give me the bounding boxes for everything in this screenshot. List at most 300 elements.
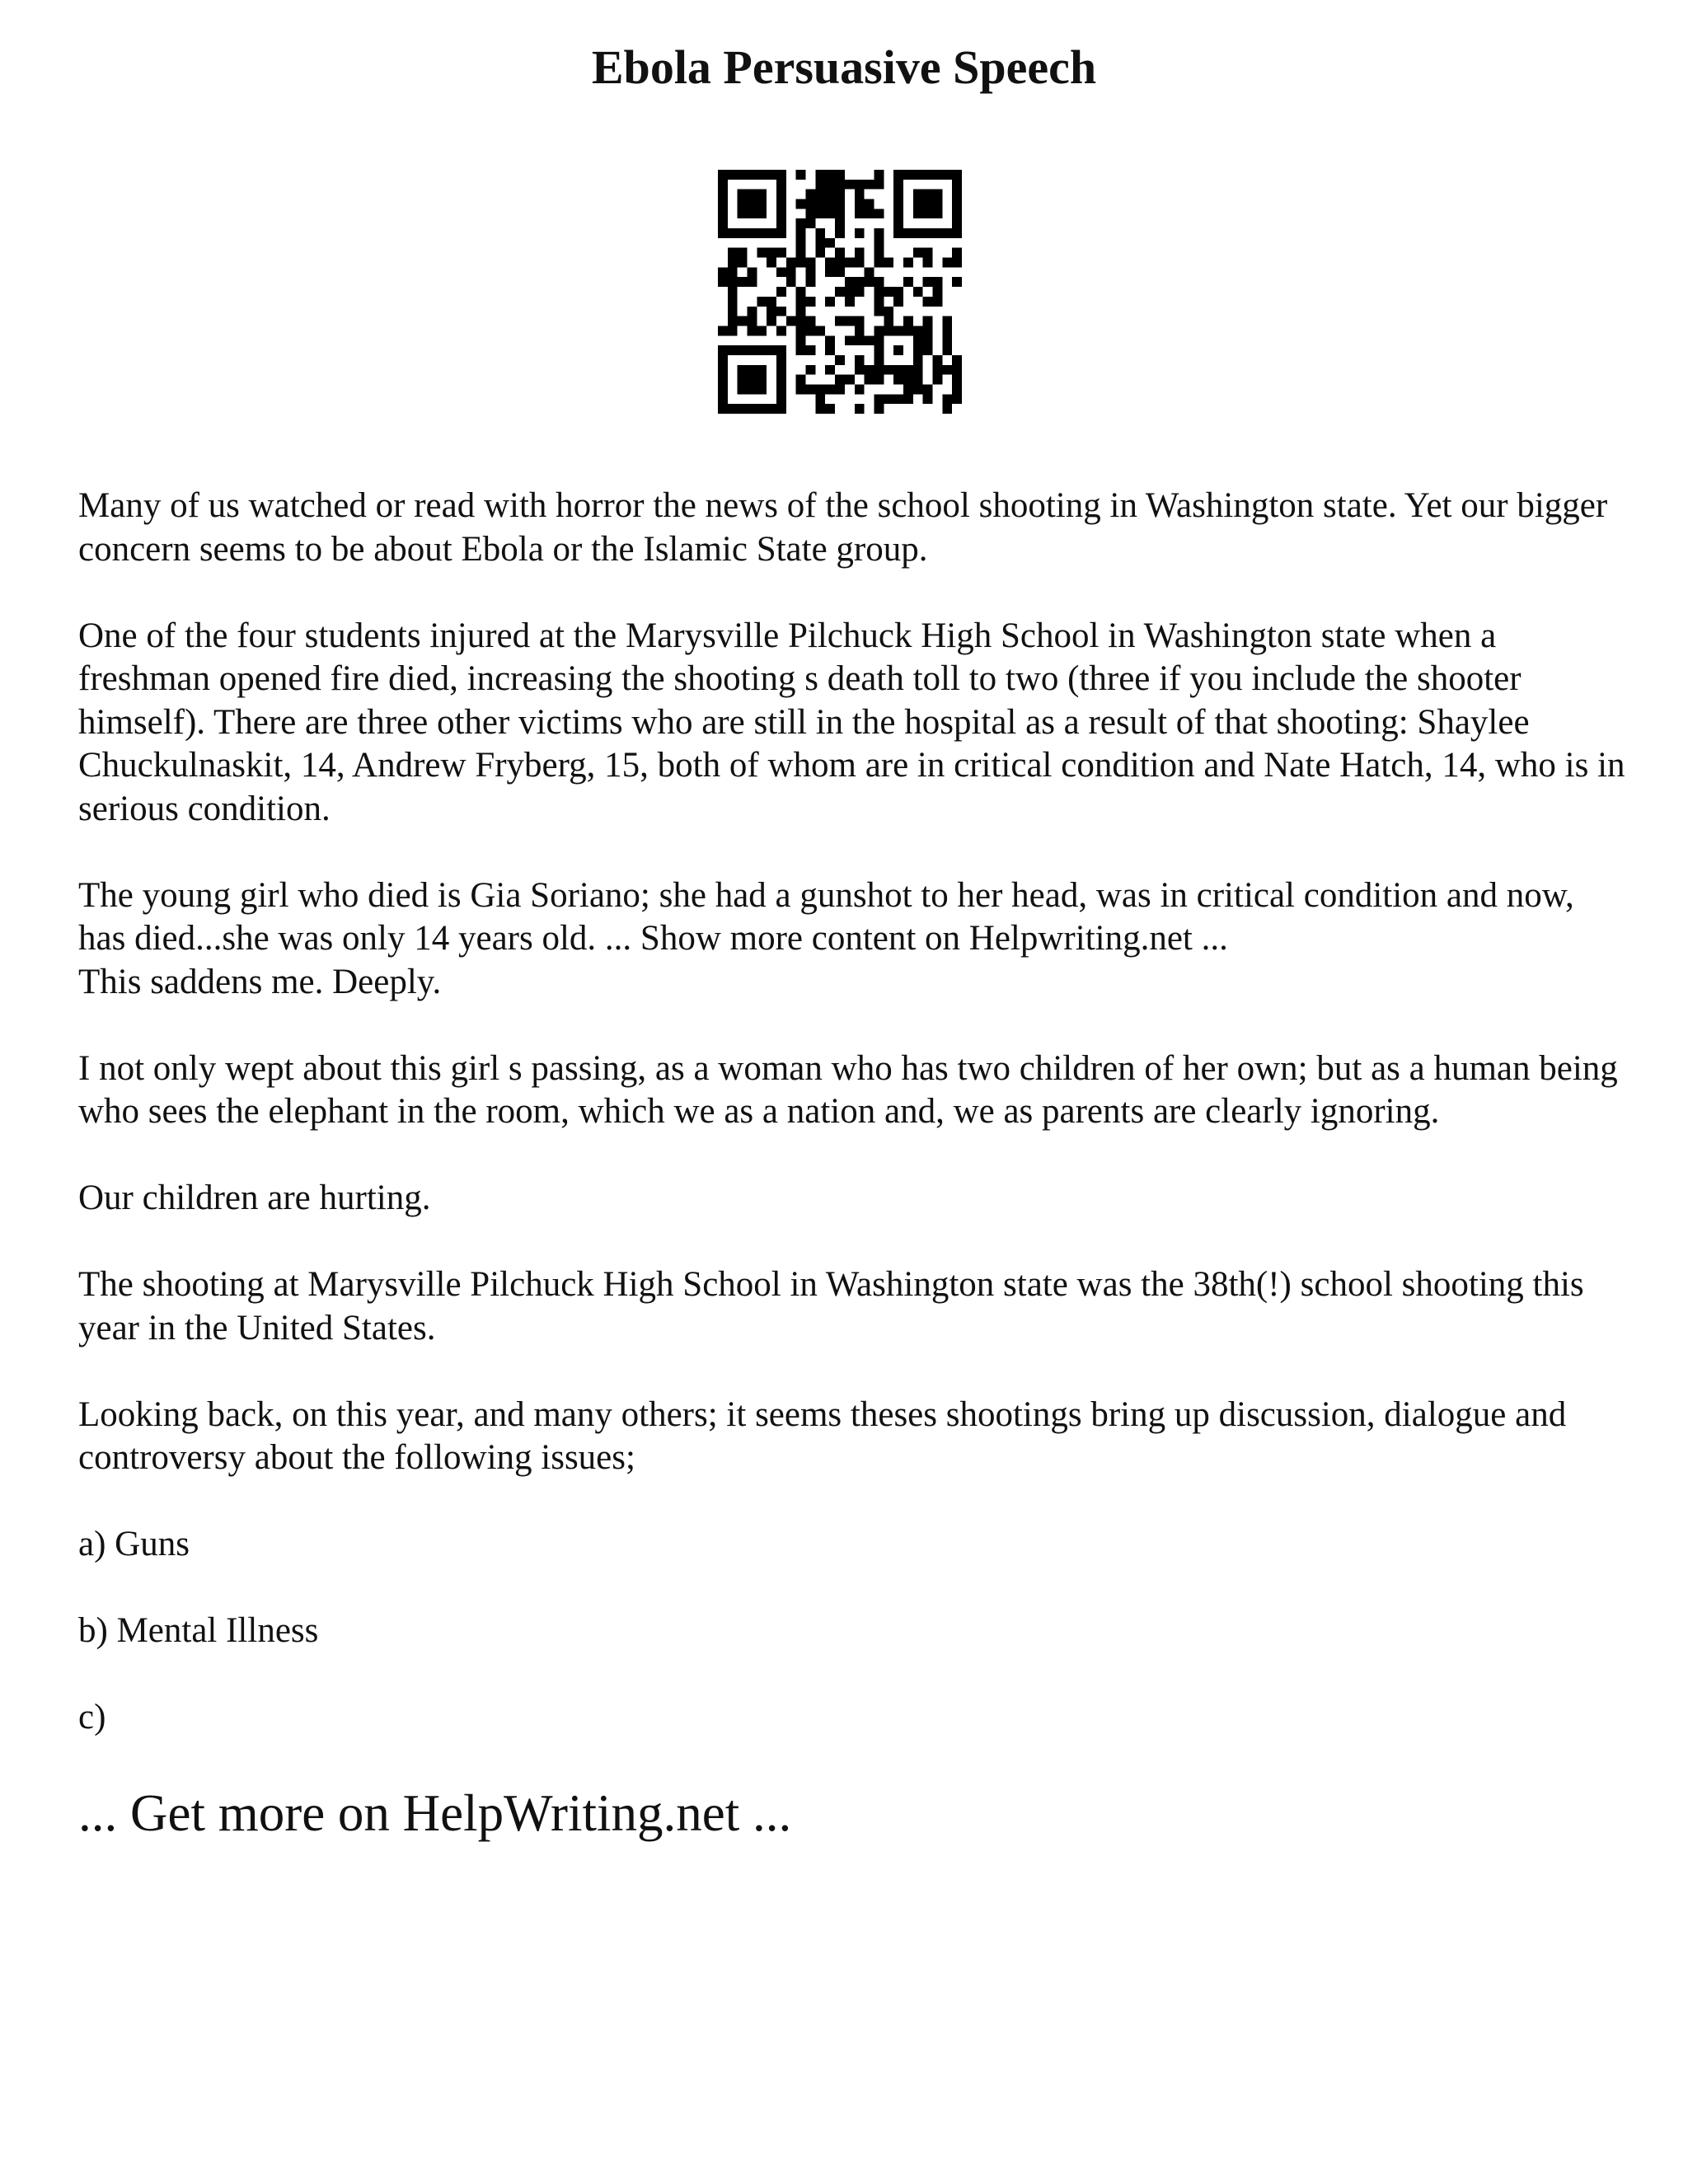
qr-module <box>893 180 903 190</box>
qr-module <box>776 326 786 335</box>
qr-module <box>796 199 806 209</box>
qr-module <box>728 326 738 335</box>
qr-module <box>748 375 757 385</box>
qr-module <box>923 258 933 268</box>
qr-module <box>893 218 903 228</box>
qr-module <box>893 375 903 385</box>
paragraph-gia-soriano: The young girl who died is Gia Soriano; she had a gunshot to her head, was in critical condition and now, has died...she was only 14 years old. ... Show more content on Helpwriting.net ... <box>78 875 1574 958</box>
qr-code-icon <box>718 170 962 414</box>
qr-module <box>903 316 913 326</box>
qr-module <box>855 199 865 209</box>
qr-module <box>874 297 884 307</box>
qr-module <box>806 199 816 209</box>
qr-module <box>952 180 962 190</box>
qr-module <box>825 180 835 190</box>
qr-module <box>796 287 806 297</box>
qr-module <box>884 326 893 335</box>
qr-module <box>865 267 874 277</box>
qr-module <box>796 307 806 316</box>
qr-module <box>738 316 748 326</box>
qr-module <box>815 190 825 199</box>
paragraph-wept: I not only wept about this girl s passing, as a woman who has two children of her own; but as a human being who sees the elephant in the room, which we as a nation and, we as parents are clearly ignoring. <box>78 1048 1618 1131</box>
qr-module <box>855 355 865 365</box>
qr-module <box>932 287 942 297</box>
qr-module <box>728 248 738 258</box>
qr-module <box>776 355 786 365</box>
qr-module <box>835 170 845 180</box>
qr-module <box>884 258 893 268</box>
qr-module <box>776 190 786 199</box>
qr-module <box>776 248 786 258</box>
qr-module <box>757 190 767 199</box>
qr-module <box>893 297 903 307</box>
qr-module <box>874 404 884 414</box>
qr-module <box>942 394 952 404</box>
qr-module <box>806 345 816 355</box>
qr-module <box>825 190 835 199</box>
qr-module <box>748 384 757 394</box>
qr-module <box>776 404 786 414</box>
qr-module <box>913 355 923 365</box>
qr-module <box>932 190 942 199</box>
qr-module <box>718 199 728 209</box>
qr-module <box>952 365 962 375</box>
qr-module <box>903 394 913 404</box>
qr-module <box>748 190 757 199</box>
qr-module <box>825 267 835 277</box>
qr-module <box>738 199 748 209</box>
qr-module <box>757 384 767 394</box>
qr-module <box>738 384 748 394</box>
qr-module <box>903 228 913 238</box>
qr-module <box>855 365 865 375</box>
qr-module <box>796 248 806 258</box>
qr-module <box>796 297 806 307</box>
qr-module <box>952 394 962 404</box>
paragraph-intro: Many of us watched or read with horror the news of the school shooting in Washington state. Yet our bigger concern seems to be about Ebola or the Islamic State group. <box>78 486 1608 569</box>
qr-module <box>923 277 933 287</box>
qr-module <box>845 335 855 345</box>
qr-module <box>952 209 962 218</box>
qr-module <box>738 375 748 385</box>
qr-module <box>718 326 728 335</box>
qr-module <box>757 170 767 180</box>
qr-module <box>932 375 942 385</box>
qr-module <box>874 307 884 316</box>
qr-module <box>718 375 728 385</box>
qr-module <box>796 335 806 345</box>
qr-module <box>884 365 893 375</box>
qr-module <box>738 190 748 199</box>
qr-module <box>942 345 952 355</box>
qr-module <box>815 228 825 238</box>
qr-module <box>767 404 776 414</box>
qr-module <box>776 345 786 355</box>
qr-module <box>718 267 728 277</box>
qr-module <box>825 238 835 248</box>
qr-module <box>952 228 962 238</box>
qr-module <box>796 218 806 228</box>
qr-module <box>913 248 923 258</box>
qr-module <box>718 228 728 238</box>
qr-module <box>748 228 757 238</box>
qr-module <box>855 384 865 394</box>
qr-module <box>796 326 806 335</box>
page-title: Ebola Persuasive Speech <box>591 40 1097 94</box>
qr-module <box>718 209 728 218</box>
qr-module <box>913 375 923 385</box>
qr-module <box>738 170 748 180</box>
qr-module <box>776 218 786 228</box>
qr-module <box>845 258 855 268</box>
list-item-c: c) <box>78 1698 106 1736</box>
list-item-mental-illness: b) Mental Illness <box>78 1611 319 1650</box>
qr-module <box>923 248 933 258</box>
qr-module <box>865 180 874 190</box>
qr-module <box>796 170 806 180</box>
qr-module <box>748 170 757 180</box>
qr-module <box>835 267 845 277</box>
qr-module <box>718 404 728 414</box>
qr-module <box>825 384 835 394</box>
qr-module <box>952 375 962 385</box>
qr-module <box>835 248 845 258</box>
qr-module <box>728 297 738 307</box>
qr-module <box>952 355 962 365</box>
qr-module <box>806 297 816 307</box>
qr-module <box>815 394 825 404</box>
qr-module <box>786 258 796 268</box>
qr-module <box>932 297 942 307</box>
qr-module <box>796 375 806 385</box>
qr-module <box>884 287 893 297</box>
qr-module <box>923 297 933 307</box>
qr-module <box>728 307 738 316</box>
qr-module <box>757 345 767 355</box>
qr-module <box>776 384 786 394</box>
qr-module <box>767 316 776 326</box>
qr-module <box>835 316 845 326</box>
qr-module <box>718 384 728 394</box>
qr-module <box>865 209 874 218</box>
qr-module <box>923 335 933 345</box>
qr-module <box>776 267 786 277</box>
qr-module <box>874 287 884 297</box>
qr-module <box>776 170 786 180</box>
qr-module <box>952 218 962 228</box>
qr-module <box>786 277 796 287</box>
qr-module <box>952 258 962 268</box>
qr-module <box>835 209 845 218</box>
qr-module <box>757 404 767 414</box>
qr-module <box>865 365 874 375</box>
qr-module <box>825 170 835 180</box>
qr-module <box>884 316 893 326</box>
qr-module <box>748 365 757 375</box>
qr-module <box>757 297 767 307</box>
qr-module <box>932 355 942 365</box>
qr-module <box>718 345 728 355</box>
qr-module <box>776 365 786 375</box>
qr-module <box>796 238 806 248</box>
qr-module <box>874 375 884 385</box>
qr-module <box>923 190 933 199</box>
qr-module <box>903 384 913 394</box>
qr-module <box>865 199 874 209</box>
qr-module <box>913 335 923 345</box>
qr-module <box>728 345 738 355</box>
qr-module <box>942 326 952 335</box>
qr-module <box>893 228 903 238</box>
qr-module <box>767 345 776 355</box>
paragraph-saddens: This saddens me. Deeply. <box>78 962 442 1001</box>
qr-module <box>874 238 884 248</box>
qr-module <box>757 365 767 375</box>
qr-module <box>806 258 816 268</box>
paragraph-children-hurting: Our children are hurting. <box>78 1179 431 1217</box>
qr-module <box>874 355 884 365</box>
qr-module <box>923 170 933 180</box>
qr-module <box>845 297 855 307</box>
qr-module <box>874 394 884 404</box>
qr-module <box>796 384 806 394</box>
qr-module <box>874 277 884 287</box>
qr-module <box>913 228 923 238</box>
qr-module <box>942 258 952 268</box>
qr-module <box>932 170 942 180</box>
qr-module <box>718 218 728 228</box>
qr-module <box>874 345 884 355</box>
qr-module <box>815 248 825 258</box>
qr-module <box>748 277 757 287</box>
qr-module <box>718 365 728 375</box>
qr-module <box>942 170 952 180</box>
qr-module <box>825 335 835 345</box>
qr-module <box>855 228 865 238</box>
qr-module <box>835 228 845 238</box>
qr-module <box>728 228 738 238</box>
qr-module <box>748 267 757 277</box>
qr-module <box>923 384 933 394</box>
qr-module <box>942 335 952 345</box>
qr-module <box>815 209 825 218</box>
qr-module <box>767 170 776 180</box>
qr-module <box>776 199 786 209</box>
qr-module <box>932 209 942 218</box>
qr-module <box>835 190 845 199</box>
qr-module <box>942 228 952 238</box>
qr-module <box>748 316 757 326</box>
qr-module <box>728 316 738 326</box>
qr-module <box>776 209 786 218</box>
qr-module <box>923 209 933 218</box>
qr-module <box>884 394 893 404</box>
qr-module <box>952 277 962 287</box>
qr-module <box>932 277 942 287</box>
qr-module <box>825 365 835 375</box>
qr-module <box>923 326 933 335</box>
document-body <box>78 485 1628 1783</box>
qr-module <box>815 199 825 209</box>
qr-module <box>796 228 806 238</box>
qr-module <box>952 248 962 258</box>
qr-module <box>728 404 738 414</box>
qr-module <box>903 277 913 287</box>
qr-module <box>874 228 884 238</box>
qr-module <box>806 209 816 218</box>
qr-module <box>855 209 865 218</box>
qr-module <box>806 326 816 335</box>
qr-module <box>913 170 923 180</box>
qr-module <box>835 375 845 385</box>
qr-module <box>903 258 913 268</box>
qr-module <box>748 326 757 335</box>
qr-module <box>903 326 913 335</box>
qr-module <box>874 209 884 218</box>
qr-module <box>835 258 845 268</box>
qr-module <box>923 345 933 355</box>
qr-module <box>952 384 962 394</box>
qr-module <box>893 190 903 199</box>
qr-module <box>893 199 903 209</box>
qr-module <box>913 287 923 297</box>
qr-module <box>718 277 728 287</box>
qr-module <box>923 199 933 209</box>
qr-module <box>738 345 748 355</box>
qr-module <box>913 345 923 355</box>
qr-module <box>776 394 786 404</box>
qr-module <box>815 326 825 335</box>
qr-module <box>942 365 952 375</box>
qr-module <box>806 384 816 394</box>
qr-module <box>776 180 786 190</box>
qr-module <box>913 384 923 394</box>
qr-module <box>874 365 884 375</box>
qr-module <box>952 199 962 209</box>
qr-module <box>845 375 855 385</box>
qr-module <box>835 384 845 394</box>
helpwriting-link[interactable]: ... Get more on HelpWriting.net ... <box>78 1784 792 1842</box>
qr-module <box>825 258 835 268</box>
qr-module <box>874 248 884 258</box>
qr-module <box>776 287 786 297</box>
qr-module <box>903 375 913 385</box>
qr-module <box>855 190 865 199</box>
qr-module <box>845 316 855 326</box>
qr-module <box>884 307 893 316</box>
qr-module <box>855 248 865 258</box>
qr-module <box>893 345 903 355</box>
qr-module <box>845 277 855 287</box>
qr-module <box>806 277 816 287</box>
qr-module <box>738 248 748 258</box>
qr-module <box>913 365 923 375</box>
qr-module <box>738 365 748 375</box>
qr-module <box>728 258 738 268</box>
qr-module <box>893 394 903 404</box>
qr-module <box>796 258 806 268</box>
qr-module <box>893 326 903 335</box>
qr-module <box>874 335 884 345</box>
qr-module <box>718 180 728 190</box>
qr-module <box>776 307 786 316</box>
qr-module <box>738 258 748 268</box>
qr-module <box>932 228 942 238</box>
qr-module <box>893 170 903 180</box>
qr-module <box>855 316 865 326</box>
qr-module <box>748 199 757 209</box>
qr-module <box>728 170 738 180</box>
qr-module <box>903 170 913 180</box>
qr-module <box>796 345 806 355</box>
qr-module <box>855 404 865 414</box>
qr-module <box>855 335 865 345</box>
qr-module <box>913 326 923 335</box>
paragraph-looking-back: Looking back, on this year, and many others; it seems theses shootings bring up discussion, dialogue and controversy about the following issues; <box>78 1394 1567 1477</box>
qr-module <box>825 404 835 414</box>
qr-module <box>845 180 855 190</box>
qr-module <box>825 199 835 209</box>
qr-module <box>728 287 738 297</box>
qr-module <box>893 365 903 375</box>
qr-module <box>855 258 865 268</box>
qr-module <box>718 170 728 180</box>
qr-module <box>952 190 962 199</box>
qr-module <box>874 170 884 180</box>
qr-module <box>825 209 835 218</box>
qr-module <box>786 267 796 277</box>
qr-module <box>913 199 923 209</box>
qr-module <box>728 267 738 277</box>
qr-module <box>757 326 767 335</box>
qr-module <box>942 404 952 414</box>
qr-module <box>903 365 913 375</box>
qr-module <box>835 199 845 209</box>
qr-module <box>767 297 776 307</box>
qr-module <box>767 258 776 268</box>
qr-module <box>865 375 874 385</box>
qr-module <box>757 228 767 238</box>
qr-module <box>718 355 728 365</box>
qr-module <box>874 326 884 335</box>
qr-module <box>835 180 845 190</box>
qr-module <box>757 199 767 209</box>
qr-module <box>748 345 757 355</box>
qr-module <box>806 267 816 277</box>
qr-module <box>913 209 923 218</box>
qr-module <box>748 209 757 218</box>
qr-module <box>825 345 835 355</box>
qr-module <box>757 375 767 385</box>
qr-module <box>748 404 757 414</box>
qr-module <box>738 209 748 218</box>
qr-module <box>815 384 825 394</box>
paragraph-victims: One of the four students injured at the Marysville Pilchuck High School in Washington state when a freshman opened fire died, increasing the shooting s death toll to two (three if you include the shooter himself). There are three other victims who are still in the hospital as a result of that shooting: Shaylee Chuckulnaskit, 14, Andrew Fryberg, 15, both of whom are in critical condition and Nate Hatch, 14, who is in serious condition. <box>78 616 1625 828</box>
qr-module <box>835 355 845 365</box>
qr-module <box>757 248 767 258</box>
qr-module <box>932 365 942 375</box>
qr-module <box>942 316 952 326</box>
qr-module <box>806 365 816 375</box>
qr-module <box>815 238 825 248</box>
qr-module <box>874 258 884 268</box>
qr-module <box>913 190 923 199</box>
qr-module <box>825 297 835 307</box>
qr-module <box>893 209 903 218</box>
qr-module <box>718 394 728 404</box>
qr-module <box>806 218 816 228</box>
list-item-guns: a) Guns <box>78 1525 190 1563</box>
